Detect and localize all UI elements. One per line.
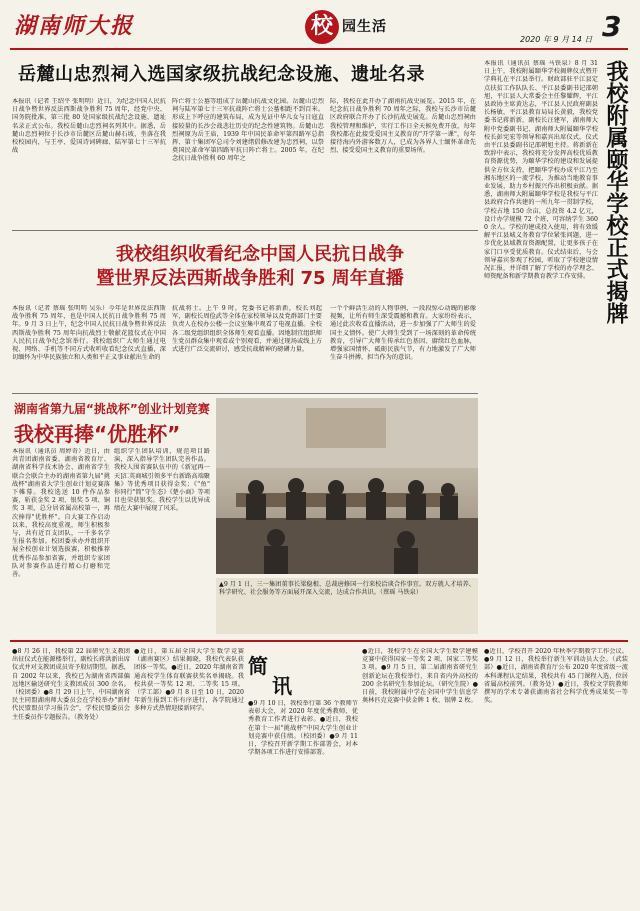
article4-headline: 我校附属颐华学校正式揭牌: [603, 60, 628, 324]
article2-col2: 抗战将士。上午 9 时，党委书记蒋新新，校长刘起军，副校长周俭武等全体在家校领导以及党群部门主要负责人在校办公楼一会议室集中观看了电视直播。全校各二级党组织组织全体师生观看直播。因地制宜组织师生党员群众集中观看或个别观看，并通过现场或线上方式进行广泛交流研讨，感受抗战精神的磅礴力量。: [172, 305, 322, 354]
event-photo: [216, 398, 478, 574]
divider: [12, 230, 478, 231]
paper-name: 湖南师大报: [14, 13, 135, 39]
article1-col1: 本报讯（记者 王绍平 张明明）近日，为纪念中国人民抗日战争暨世界反法西斯战争胜利 75 周年，经党中央、国务院批准，第三批 80 处国家级抗战纪念设施、遗址名录正式公布。我校岳麓山忠烈祠名列其中。据悉，岳麓山忠烈祠位于长沙市岳麓区岳麓山赫石坡，坐落在我校校园内，与王亭、爱国诗词碑廊、陆军第七十三军抗战: [12, 98, 166, 155]
article3-col1: 本报讯（通讯员 周婷奇）近日，由共青团湖南省委、湖南省教育厅、湖南省科学技术协会、湖南省学生联合会联合主办的湖南省第九届"挑战杯"湖南省大学生创业计划竞赛落下帷幕。我校选送 10 件作品参赛，斩获金奖 2 项、银奖 5 项、铜奖 3 项，总分居省属高校第一，再次捧得"优胜杯"。自大赛工作启动以来，我校高度重视，师生积极参与，共有近百支团队，一千多名学生报名参加。校团委承办并组织开展全校创业计划选拔赛，积极推荐优秀作品参加省赛，并组织专家团队对参赛作品进行精心打磨和完善。: [12, 448, 110, 579]
article2-col1: 本报讯（记者 蔡瑶 张明明 吴乐）今年是世界反法西斯战争胜利 75 周年，也是中国人民抗日战争胜利 75 周年。9 月 3 日上午，纪念中国人民抗日战争暨世界反法西斯战争胜利 75 周年向抗战烈士敬献花篮仪式在中国人民抗日战争纪念馆举行。我校组织广大师生通过电视、网络、手机等不同方式收听收看纪念仪式直播，深切缅怀为中华民族独立和人类和平正义事业献出生命的: [12, 305, 166, 362]
article2-headline-line2: 暨世界反法西斯战争胜利 75 周年直播: [96, 268, 404, 289]
article1-col3: 际，我校在此开办了湖南抗战史展览。2015 年，在纪念抗日战争胜利 70 周年之际，我校与长沙市岳麓区政府联合开办了长沙抗战史展览。岳麓山忠烈祠由我校管理和维护，实行工作日全天候免费开放，每年我校都在此接受爱国主义教育的"开学第一课"，每年接待海内外游客数万人，已成为各界人士缅怀革命先烈、接受爱国主义教育的重要场所。: [330, 98, 476, 155]
briefs-title-1: 简: [248, 654, 268, 678]
bottom-rule: [10, 640, 628, 642]
article3-col2: 组织学生团队培训，规范项目路演，深入指导学生团队完善作品。我校人围省赛队伍中的《新冠再一天]汇英商城引领多平台新路高端聚集》等优秀项目获得金奖；《"鱼" 你同行"简"守生态》《楚小商》等项目也荣获银奖。我校学生以优异成绩在大赛中展现了风采。: [114, 448, 210, 513]
masthead-rule: [10, 48, 628, 50]
briefs-title-2: 讯: [272, 674, 292, 698]
section-title: 园生活: [342, 19, 387, 35]
briefs-col4: ●近日，我校学生在全国大学生数学建模竞赛中获得国家一等奖 2 项、国家二等奖 3 项。●9 月 5 日，第二届湖南省研究生创新论坛在我校举行，来自省内外高校的 200 余名研究生参加论坛。（研究生院）●日前，我校附属中学在全国中学生信息学奥林匹克竞赛中获金牌 1 枚、银牌 2 枚。: [362, 648, 478, 705]
article1-col2: 阵亡将士公墓等组成了岳麓山抗战文化园。岳麓山忠烈祠与陆军第七十三军抗战阵亡将士公墓相距不到百米。形成上下呼应的建筑布局，成为见证中华儿女与日寇直接较量的长沙会战悲壮历史的纪念性建筑物。岳麓山忠烈祠原为岳王庙，1939 年中国民革命军第四路军总指挥、第十集团军总司令刘建绪倡修改建为忠烈祠，以祭奠国民革命军第四路军抗日阵亡将士。2005 年，在纪念抗日战争胜利 60 周年之: [172, 98, 324, 163]
briefs-col5: ●近日，学校召开 2020 年秋季学期教学工作会议。●9 月 12 日，我校举行新生军训动员大会。（武装部）●近日，湖南省教育厅公布 2020 年度省级一流本科课程认定结果，我校共有 45 门课程入选，位居省属高校前列。（教务处）●近日，我校文学院教师撰写的学术专著获湖南省社会科学优秀成果奖一等奖。: [484, 648, 628, 705]
issue-date: 2020 年 9 月 14 日: [520, 35, 593, 44]
divider: [12, 393, 478, 394]
meeting-scene-illustration: [216, 398, 478, 574]
photo-caption: ▲9 月 1 日，三一集团董事长梁稳根、总裁唐修国一行来校洽谈合作事宜。双方就人才培养、科学研究、社会服务等方面展开深入交流，达成合作共识。（蔡瑶 马铁泉）: [216, 578, 478, 634]
briefs-col2: ●近日，第五届全国大学生数学竞赛（湖南赛区）结果揭晓，我校代表队获团体一等奖。●近日，2020 年湖南省普通高校学生体育联赛获奖名单揭晓。我校共获一等奖 12 项、二等奖 15 项。（学工部）●9 月 8 日至 10 日，2020 年新生报到工作有序进行，各学院通过多种方式热情迎接新同学。: [134, 648, 244, 713]
article3-kicker: 湖南省第九届“挑战杯”创业计划竞赛: [14, 402, 210, 416]
briefs-col3: ●9 月 10 日，我校举行第 36 个教师节表彰大会，对 2020 年度优秀教师、优秀教育工作者进行表彰。●近日，我校在第十一届"挑战杯"中国大学生创业计划竞赛中获佳绩。（校团委）●9 月 11 日，学校召开新学期工作部署会，对本学期各项工作进行安排部署。: [248, 700, 358, 757]
article2-headline-line1: 我校组织收看纪念中国人民抗日战争: [116, 244, 404, 265]
article1-headline: 岳麓山忠烈祠入选国家级抗战纪念设施、遗址名录: [18, 64, 425, 85]
briefs-col1: ●8 月 26 日，我校第 22 届研究生支教团出征仪式在能源楼举行，副校长蒋洪新出席仪式并对支教团成员寄予殷切期望。据悉，自 2002 年以来，我校已为湖南省西部偏远地区输送研究生支教团成员 300 余名。（校团委）●8 月 29 日上午，中国湖南省民主同盟湖南师大委员会在学校举办"新时代民盟盟员学习报告会"，学校民盟委员会主任委员作专题报告。（教务处）: [12, 648, 130, 721]
section-badge: 校: [305, 10, 339, 44]
page-number: 3: [602, 10, 622, 43]
article2-col3: 一个个鲜活生动的人物事例，一段段惊心动魄的影像视频，让所有师生深受震撼和教育。大家纷纷表示，通过此次收看直播活动，进一步加强了广大师生的爱国主义情怀。使广大师生受到了一场深刻的革命传统教育，引导广大师生传承红色基因、赓续红色血脉，增强家国情怀，砥砺民族气节，有力地激发了广大师生奋斗拼搏、担当作为的意识。: [330, 305, 476, 362]
article3-headline: 我校再捧“优胜杯”: [14, 422, 181, 446]
article4-body: 本报讯（通讯员 蔡瑶 马铁泉）8 月 31 日上午，我校附属颐华学校揭牌仪式暨开学典礼在平江县举行。财政部驻平江县定点扶贫工作队队长、平江县委副书记邵朝旭，平江县人大常委会主任黎耀辉，平江县政协主席黄达志，平江县人民政府副县长杨敏，平江县教育局局长黄毅，我校党委书记蒋新新，副校长汪建军，湖南师大附中党委副书记、湖南师大附属颐华学校校长彭宪宏等领导和嘉宾出席仪式。仪式由平江县委副书记邵朝旭主持。蒋新新在致辞中表示，我校将充分发挥高校优质教育资源优势，为颐华学校的建设和发展提供全方位支持，把颐华学校办成平江乃至湘东地区的一流学校，为推动当地教育事业发展、助力乡村振兴作出积极贡献。据悉，湖南师大附属颐华学校是我校与平江县政府合作共建的一所九年一贯制学校，学校占地 150 余亩，总投资 4.2 亿元，设计办学规模 72 个班，可容纳学生 3600 余人。学校的建成投入使用，将有效缓解平江县城义务教育学位紧张问题，进一步优化县域教育资源配置，让更多孩子在家门口享受优质教育。仪式结束后，与会领导嘉宾参观了校园，听取了学校建设情况汇报，并详细了解了学校的办学理念、师资配备和新学期教育教学工作安排。: [484, 60, 598, 281]
